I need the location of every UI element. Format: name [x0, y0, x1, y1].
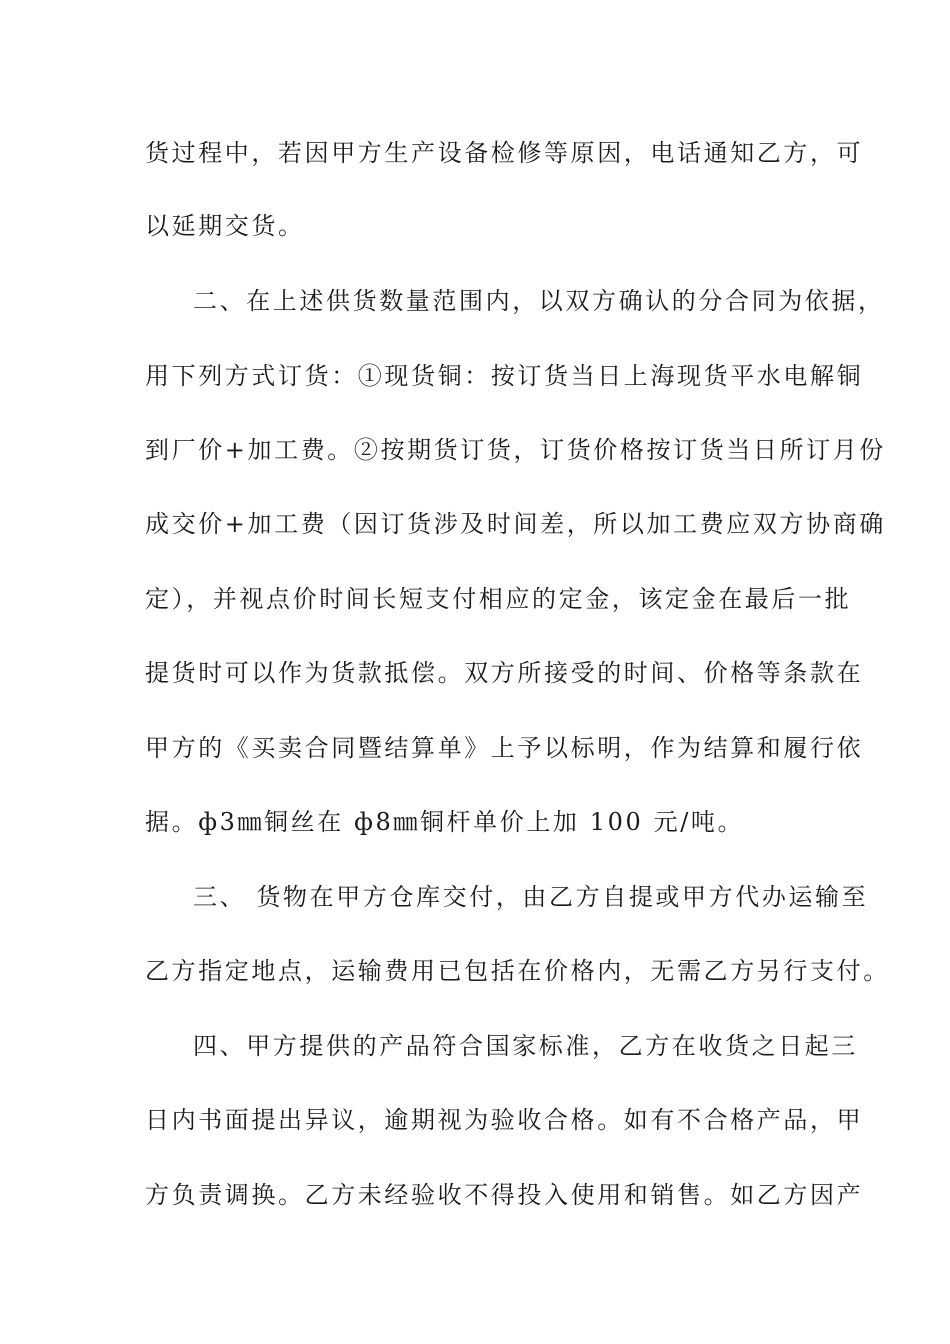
paragraph-3-start: 三、 货物在甲方仓库交付，由乙方自提或甲方代办运输至 — [193, 883, 869, 911]
text-line: 日内书面提出异议，逾期视为验收合格。如有不合格产品，甲 — [145, 1106, 864, 1134]
paragraph-4-start: 四、甲方提供的产品符合国家标准，乙方在收货之日起三 — [193, 1032, 858, 1060]
text-line: 成交价+加工费（因订货涉及时间差，所以加工费应双方协商确 — [145, 510, 886, 538]
text-line: 乙方指定地点，运输费用已包括在价格内，无需乙方另行支付。 — [145, 957, 890, 985]
text-line: 用下列方式订货：①现货铜：按订货当日上海现货平水电解铜 — [145, 362, 864, 390]
text-line: 到厂价+加工费。②按期货订货，订货价格按订货当日所订月份 — [145, 436, 886, 464]
text-line: 定），并视点价时间长短支付相应的定金，该定金在最后一批 — [145, 585, 852, 613]
text-line: 方负责调换。乙方未经验收不得投入使用和销售。如乙方因产 — [145, 1181, 864, 1209]
text-line: 提货时可以作为货款抵偿。双方所接受的时间、价格等条款在 — [145, 659, 864, 687]
paragraph-2-start: 二、在上述供货数量范围内，以双方确认的分合同为依据， — [193, 287, 885, 315]
text-line: 以延期交货。 — [145, 212, 305, 240]
text-line: 货过程中，若因甲方生产设备检修等原因，电话通知乙方，可 — [145, 139, 864, 167]
text-line: 据。ф3㎜铜丝在 ф8㎜铜杆单价上加 100 元/吨。 — [145, 808, 745, 836]
text-line: 甲方的《买卖合同暨结算单》上予以标明，作为结算和履行依 — [145, 734, 864, 762]
